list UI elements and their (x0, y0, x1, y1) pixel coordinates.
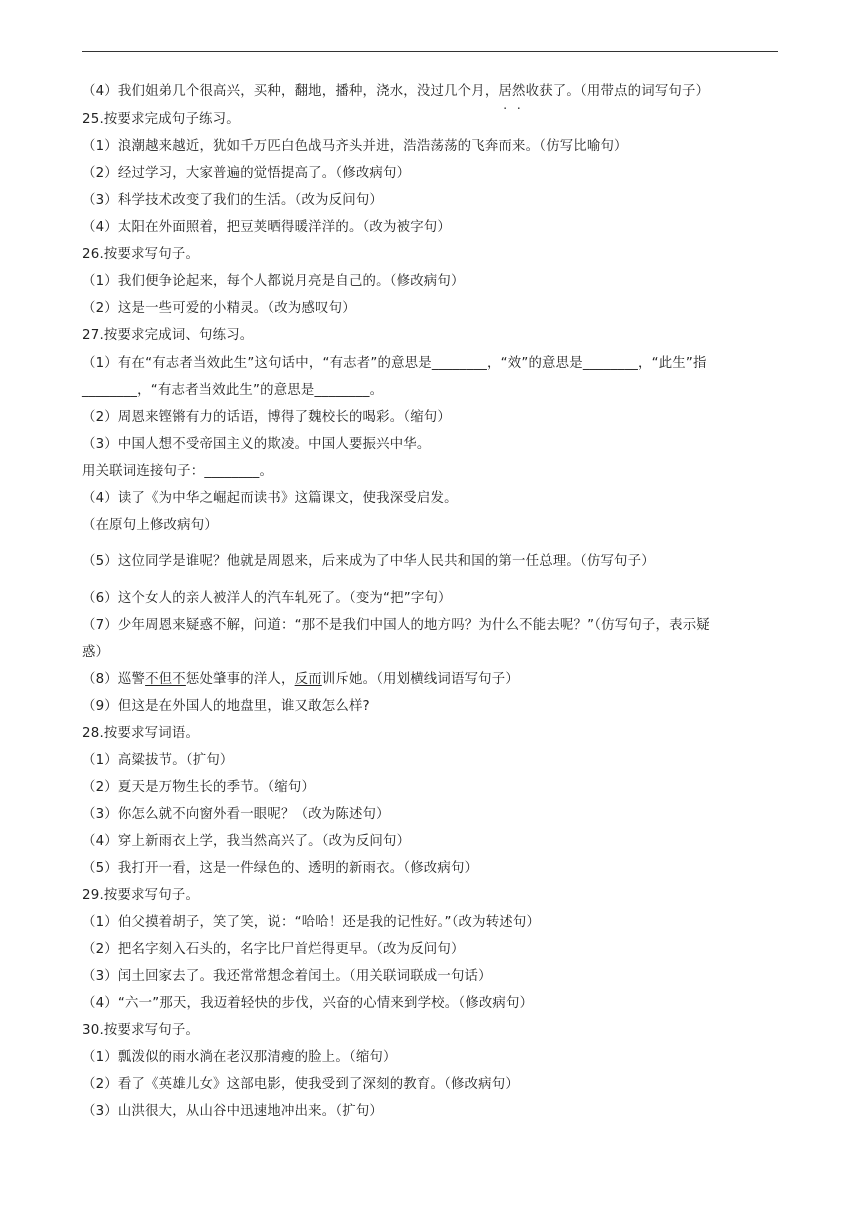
q28-item-5: （5）我打开一看，这是一件绿色的、透明的新雨衣。（修改病句） (82, 861, 479, 876)
header-rule (82, 51, 778, 52)
q28-item-2: （2）夏天是万物生长的季节。（缩句） (82, 780, 316, 795)
q30-item-1: （1）瓢泼似的雨水淌在老汉那清瘦的脸上。（缩句） (82, 1050, 397, 1065)
q27-item-6: （6）这个女人的亲人被洋人的汽车轧死了。（变为“把”字句） (82, 591, 452, 606)
q29-item-3: （3）闰土回家去了。我还常常想念着闰土。（用关联词联成一句话） (82, 969, 492, 984)
dotted-char: 居 (498, 84, 513, 99)
q29-item-4: （4）“六一”那天，我迈着轻快的步伐，兴奋的心情来到学校。（修改病句） (82, 996, 534, 1011)
question-28-title: 28.按要求写词语。 (82, 726, 200, 741)
q27-item-9: （9）但这是在外国人的地盘里，谁又敢怎么样? (82, 699, 370, 714)
q26-item-2: （2）这是一些可爱的小精灵。（改为感叹句） (82, 301, 356, 316)
q27-item-7-line1: （7）少年周恩来疑惑不解，问道：“那不是我们中国人的地方吗？为什么不能去呢？”（仿写句子，表示疑 (82, 618, 710, 633)
q27-item-4-instruction: （在原句上修改病句） (82, 518, 218, 533)
q27-item-2: （2）周恩来铿锵有力的话语，博得了魏校长的喝彩。（缩句） (82, 410, 451, 425)
q24-item-4: （4）我们姐弟几个很高兴，买种，翻地，播种，浇水，没过几个月，居然收获了。（用带点的词写句子） (82, 84, 710, 99)
question-29-title: 29.按要求写句子。 (82, 888, 200, 903)
underlined-phrase: 不但不 (145, 672, 186, 687)
q27-item-7-line2: 惑） (82, 645, 110, 660)
q27-item-1-line2: ________，“有志者当效此生”的意思是________。 (82, 383, 384, 398)
q30-item-2: （2）看了《英雄儿女》这部电影，使我受到了深刻的教育。（修改病句） (82, 1077, 519, 1092)
question-25-title: 25.按要求完成句子练习。 (82, 112, 240, 127)
q27-item-3: （3）中国人想不受帝国主义的欺凌。中国人要振兴中华。 (82, 437, 431, 452)
q25-item-4: （4）太阳在外面照着，把豆荚晒得暖洋洋的。（改为被字句） (82, 220, 451, 235)
question-30-title: 30.按要求写句子。 (82, 1023, 200, 1038)
q28-item-4: （4）穿上新雨衣上学，我当然高兴了。（改为反问句） (82, 834, 411, 849)
q27-item-4: （4）读了《为中华之崛起而读书》这篇课文，使我深受启发。 (82, 491, 458, 506)
q30-item-3: （3）山洪很大，从山谷中迅速地冲出来。（扩句） (82, 1104, 384, 1119)
question-27-title: 27.按要求完成词、句练习。 (82, 328, 254, 343)
q27-item-5: （5）这位同学是谁呢？他就是周恩来，后来成为了中华人民共和国的第一任总理。（仿写句子） (82, 554, 655, 569)
q28-item-1: （1）高粱拔节。（扩句） (82, 753, 234, 768)
q25-item-3: （3）科学技术改变了我们的生活。（改为反问句） (82, 193, 384, 208)
q26-item-1: （1）我们便争论起来，每个人都说月亮是自己的。（修改病句） (82, 274, 465, 289)
dotted-char: 然 (512, 84, 526, 99)
q25-item-2: （2）经过学习，大家普遍的觉悟提高了。（修改病句） (82, 166, 411, 181)
q29-item-1: （1）伯父摸着胡子，笑了笑，说：“哈哈！还是我的记性好。”（改为转述句） (82, 915, 541, 930)
q27-item-8: （8）巡警不但不惩处肇事的洋人，反而训斥她。（用划横线词语写句子） (82, 672, 519, 687)
q25-item-1: （1）浪潮越来越近，犹如千万匹白色战马齐头并进，浩浩荡荡的飞奔而来。（仿写比喻句） (82, 139, 628, 154)
question-26-title: 26.按要求写句子。 (82, 247, 200, 262)
q27-item-3-answer: 用关联词连接句子：________。 (82, 464, 274, 479)
q28-item-3: （3）你怎么就不向窗外看一眼呢？（改为陈述句） (82, 807, 390, 822)
q29-item-2: （2）把名字刻入石头的，名字比尸首烂得更早。（改为反问句） (82, 942, 465, 957)
underlined-phrase: 反而 (294, 672, 322, 687)
q27-item-1-line1: （1）有在“有志者当效此生”这句话中，“有志者”的意思是________，“效”的意思是________，“此生”指 (82, 356, 707, 371)
